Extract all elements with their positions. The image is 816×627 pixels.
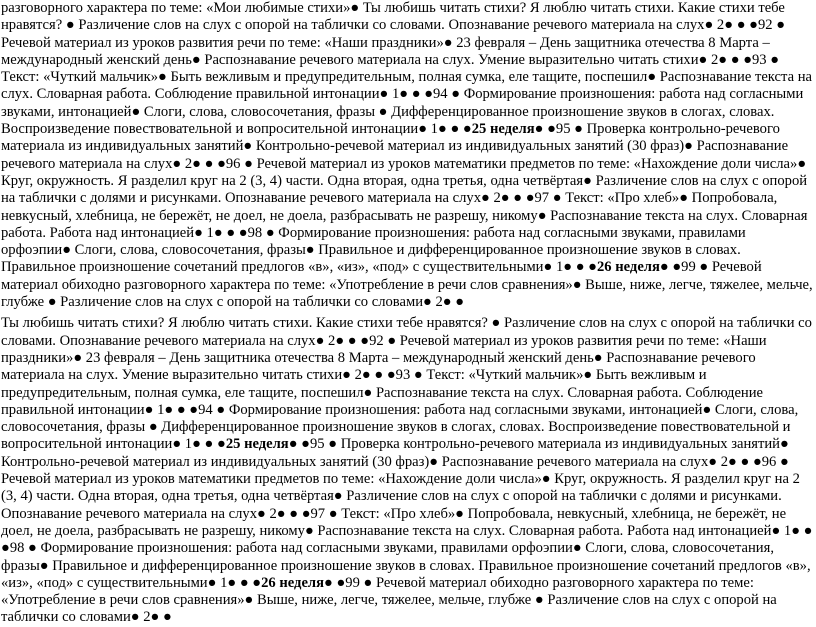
paragraph-2-text-1: Ты любишь читать стихи? Я люблю читать стихи. Какие стихи тебе нравятся? ● Различение слов на слух с опорой на таблички со словами. Опознавание речевого материала на слух● 2● ● ●92 ● Речевой материал из уроков развития речи по теме: «Наши праздники»● 23 февраля – День защитника отечества 8 Марта – международный женский день● Распознавание речевого материала на слух. Умение выразительно читать стихи● 2● ● ●93 ● Текст: «Чуткий мальчик»● Быть вежливым и предупредительным, полная сумка, еле тащите, поспешил● Распознавание текста на слух. Словарная работа. Соблюдение правильной интонации● 1● ● ●94 ● Формирование произношения: работа над согласными звуками, интонацией● Слоги, слова, словосочетания, фразы ● Дифференцированное произношение звуков в слогах, словах. Воспроизведение повествовательной и вопросительной интонации● 1● ● ● xyxy=(1,315,812,453)
paragraph-2-text-2: ● ●95 ● Проверка контрольно-речевого материала из индивидуальных занятий● Контрольно-речевой материал из индивидуальных занятий (30 фраз)● Распознавание речевого материала на слух● 2● ● ●96 ● Речевой материал из уроков математики предметов по теме: «Нахождение доли числа»● Круг, окружность. Я разделил круг на 2 (3, 4) части. Одна вторая, одна третья, одна четвёртая● Различение слов на слух с опорой на таблички с долями и рисунками. Опознавание речевого материала на слух● 2● ● ●97 ● Текст: «Про хлеб»● Попробовала, невкусный, хлебница, не бережёт, не доел, не доела, разбрасывать не разрешу, никому● Распознавание текста на слух. Словарная работа. Работа над интонацией● 1● ● ●98 ● Формирование произношения: работа над согласными звуками, правилами орфоэпии● Слоги, слова, словосочетания, фразы● Правильное и дифференцированное произношение звуков в словах. Правильное произношение сочетаний предлогов «в», «из», «под» с существительными● 1● ● ● xyxy=(1,436,813,591)
paragraph-2-week-label-26: 26 неделя xyxy=(261,574,325,591)
paragraph-1-week-label-26: 26 неделя xyxy=(597,259,660,276)
paragraph-2-text-3: ● ●99 ● Речевой материал обиходно разговорного характера по теме: «Употребление в речи слов сравнения»● Выше, ниже, легче, тяжелее, мельче, глубже ● Различение слов на слух с опорой на таблички со словами● 2● ● xyxy=(1,574,777,626)
paragraph-1-text-2: ● ●95 ● Проверка контрольно-речевого материала из индивидуальных занятий● Контрольно-речевой материал из индивидуальных занятий (30 фраз)● Распознавание речевого материала на слух● 2● ● ●96 ● Речевой материал из уроков математики предметов по теме: «Нахождение доли числа»● Круг, окружность. Я разделил круг на 2 (3, 4) части. Одна вторая, одна третья, одна четвёртая● Различение слов на слух с опорой на таблички с долями и рисунками. Опознавание речевого материала на слух● 2● ● ●97 ● Текст: «Про хлеб»● Попробовала, невкусный, хлебница, не бережёт, не доел, не доела, разбрасывать не разрешу, никому● Распознавание текста на слух. Словарная работа. Работа над интонацией● 1● ● ●98 ● Формирование произношения: работа над согласными звуками, правилами орфоэпии● Слоги, слова, словосочетания, фразы● Правильное и дифференцированное произношение звуков в словах. Правильное произношение сочетаний предлогов «в», «из», «под» с существительными● 1● ● ● xyxy=(1,121,808,276)
body-paragraph-1 xyxy=(1,0,814,311)
paragraph-1-week-label-25: 25 неделя xyxy=(471,121,535,138)
paragraph-2-week-label-25: 25 неделя xyxy=(225,436,289,453)
body-paragraph-2 xyxy=(1,315,814,626)
paragraph-1-text-1: разговорного характера по теме: «Мои любимые стихи»● Ты любишь читать стихи? Я люблю читать стихи. Какие стихи тебе нравятся? ● Различение слов на слух с опорой на таблички со словами. Опознавание речевого материала на слух● 2● ● ●92 ● Речевой материал из уроков развития речи по теме: «Наши праздники»● 23 февраля – День защитника отечества 8 Марта – международный женский день● Распознавание речевого материала на слух. Умение выразительно читать стихи● 2● ● ●93 ● Текст: «Чуткий мальчик»● Быть вежливым и предупредительным, полная сумка, еле тащите, поспешил● Распознавание текста на слух. Словарная работа. Соблюдение правильной интонации● 1● ● ●94 ● Формирование произношения: работа над согласными звуками, интонацией● Слоги, слова, словосочетания, фразы ● Дифференцированное произношение звуков в слогах, словах. Воспроизведение повествовательной и вопросительной интонации● 1● ● ● xyxy=(1,0,812,138)
paragraph-1-text-3: ● ●99 ● Речевой материал обиходно разговорного характера по теме: «Употребление в речи слов сравнения»● Выше, ниже, легче, тяжелее, мельче, глубже ● Различение слов на слух с опорой на таблички со словами● 2● ● xyxy=(1,259,813,311)
